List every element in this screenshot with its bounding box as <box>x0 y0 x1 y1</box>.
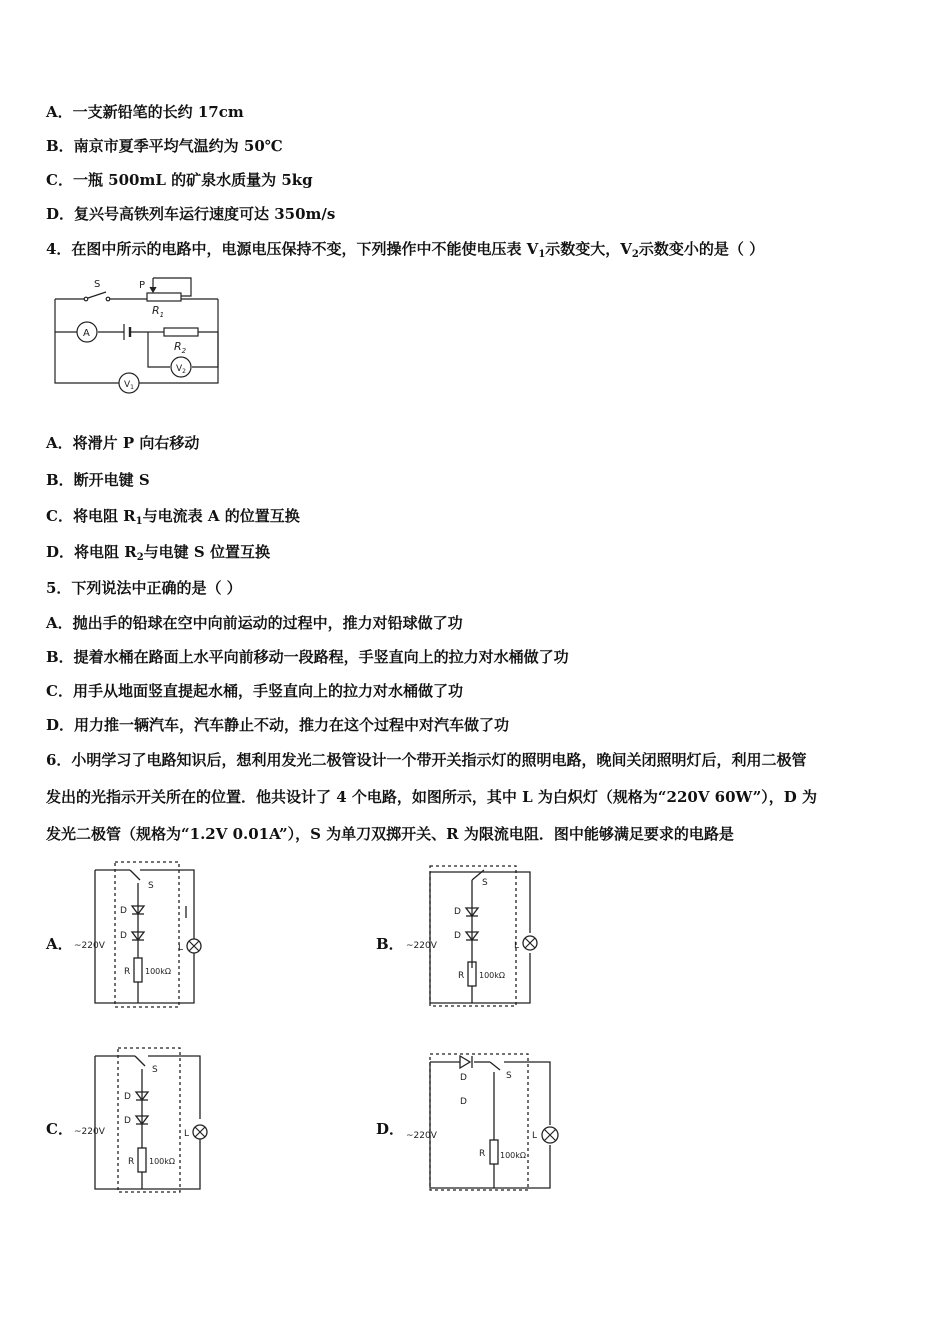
q4-stem: 4．在图中所示的电路中，电源电压保持不变，下列操作中不能使电压表 $V_1$示数变大，$V_2$示数变小的是（ ） <box>46 240 765 260</box>
q4-circuit-figure <box>50 272 225 404</box>
q4-option-b: B．断开电键 S <box>46 471 150 489</box>
voltage-label: ~220V <box>406 941 437 951</box>
q6-label-a: A． <box>46 935 73 953</box>
q6-circuit-b <box>402 858 542 1014</box>
lamp-label: L <box>532 1131 538 1141</box>
resistance-label: 100kΩ <box>479 971 506 980</box>
q5-stem: 5．下列说法中正确的是（ ） <box>46 579 242 597</box>
q5-option-b: B．提着水桶在路面上水平向前移动一段路程，手竖直向上的拉力对水桶做了功 <box>46 648 569 666</box>
lamp-label: L <box>178 943 184 953</box>
diode-label-2: D <box>460 1097 467 1107</box>
resistor-label: R <box>479 1149 486 1159</box>
voltage-label: ~220V <box>406 1131 437 1141</box>
resistance-label: 100kΩ <box>145 967 172 976</box>
diode-label: D <box>454 907 461 917</box>
switch-label: S <box>94 279 101 290</box>
q6-stem-line3: 发光二极管（规格为“1.2V 0.01A”），S 为单刀双掷开关、R 为限流电阻．图中能够满足要求的电路是 <box>46 825 734 843</box>
q5-option-c: C．用手从地面竖直提起水桶，手竖直向上的拉力对水桶做了功 <box>46 682 463 700</box>
q5-option-a: A．抛出手的铅球在空中向前运动的过程中，推力对铅球做了功 <box>46 614 463 632</box>
q6-circuit-d <box>402 1040 560 1199</box>
diode-label-2: D <box>454 931 461 941</box>
lamp-label: L <box>514 941 520 951</box>
resistor-label: R <box>458 971 465 981</box>
q3-option-b: B．南京市夏季平均气温约为 50℃ <box>46 137 283 155</box>
q6-label-d: D． <box>376 1120 405 1138</box>
resistor-label: R <box>128 1157 135 1167</box>
q3-option-a: A．一支新铅笔的长约 17cm <box>46 103 244 121</box>
q4-option-c: C．将电阻 $R_1$与电流表 A 的位置互换 <box>46 507 300 527</box>
q6-stem-line1: 6．小明学习了电路知识后，想利用发光二极管设计一个带开关指示灯的照明电路，晚间关闭照明灯后，利用二极管 <box>46 751 807 769</box>
q3-option-d: D．复兴号高铁列车运行速度可达 350m/s <box>46 205 336 223</box>
diode-label: D <box>460 1073 467 1083</box>
q6-circuit-a <box>70 858 205 1014</box>
diode-label-2: D <box>124 1116 131 1126</box>
switch-label: S <box>506 1071 512 1081</box>
switch-label: S <box>482 878 488 888</box>
lamp-label: L <box>184 1129 190 1139</box>
r1-label: $R_1$ <box>152 304 165 319</box>
resistance-label: 100kΩ <box>500 1151 527 1160</box>
resistance-label: 100kΩ <box>149 1157 176 1166</box>
q4-option-d: D．将电阻 $R_2$与电键 S 位置互换 <box>46 543 270 563</box>
q6-label-b: B． <box>376 935 404 953</box>
switch-label: S <box>148 881 154 891</box>
diode-label: D <box>120 906 127 916</box>
ammeter-label: A <box>83 328 90 339</box>
q6-label-c: C． <box>46 1120 73 1138</box>
r2-label: $R_2$ <box>174 340 187 355</box>
diode-label-2: D <box>120 931 127 941</box>
resistor-label: R <box>124 967 131 977</box>
diode-label: D <box>124 1092 131 1102</box>
q3-option-c: C．一瓶 500mL 的矿泉水质量为 5kg <box>46 171 313 189</box>
voltage-label: ~220V <box>74 941 105 951</box>
voltage-label: ~220V <box>74 1127 105 1137</box>
slider-label: P <box>139 280 146 291</box>
q4-option-a: A．将滑片 P 向右移动 <box>46 434 200 452</box>
q6-stem-line2: 发出的光指示开关所在的位置．他共设计了 4 个电路，如图所示，其中 L 为白炽灯（规格为“220V 60W”），D 为 <box>46 788 818 806</box>
v2-label: $V_2$ <box>176 364 186 375</box>
q5-option-d: D．用力推一辆汽车，汽车静止不动，推力在这个过程中对汽车做了功 <box>46 716 510 734</box>
v1-label: $V_1$ <box>124 380 134 391</box>
switch-label: S <box>152 1065 158 1075</box>
q6-circuit-c <box>70 1044 210 1200</box>
